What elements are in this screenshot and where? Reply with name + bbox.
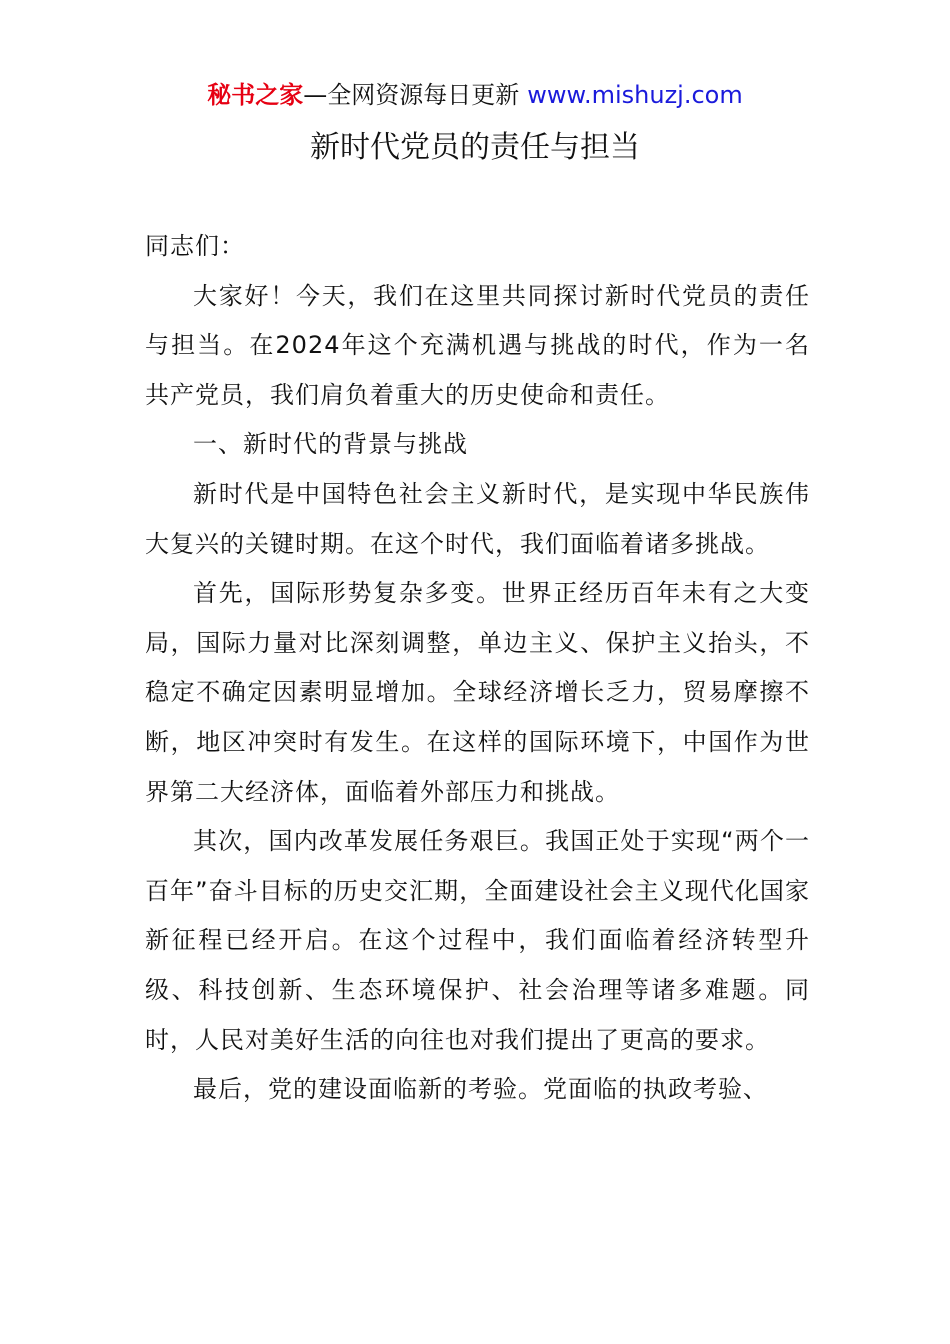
site-name: 秘书之家 xyxy=(207,81,304,109)
salutation: 同志们： xyxy=(145,232,245,260)
section-heading-background: 一、新时代的背景与挑战 xyxy=(193,430,468,459)
site-url-link[interactable]: www.mishuzj.com xyxy=(527,81,743,109)
document-title: 新时代党员的责任与担当 xyxy=(310,130,640,165)
paragraph-greeting: 大家好！今天，我们在这里共同探讨新时代党员的责任与担当。在2024年这个充满机遇与挑战的时代，作为一名共产党员，我们肩负着重大的历史使命和责任。 xyxy=(145,281,810,409)
paragraph-international: 首先，国际形势复杂多变。世界正经历百年未有之大变局，国际力量对比深刻调整，单边主义、保护主义抬头，不稳定不确定因素明显增加。全球经济增长乏力，贸易摩擦不断，地区冲突时有发生。在这样的国际环境下，中国作为世界第二大经济体，面临着外部压力和挑战。 xyxy=(145,579,810,806)
paragraph-party-building: 最后，党的建设面临新的考验。党面临的执政考验、 xyxy=(193,1075,768,1104)
site-header xyxy=(0,78,950,112)
document-body xyxy=(145,222,810,1115)
site-tagline: —全网资源每日更新 xyxy=(303,81,520,109)
paragraph-new-era: 新时代是中国特色社会主义新时代，是实现中华民族伟大复兴的关键时期。在这个时代，我们面临着诸多挑战。 xyxy=(145,479,810,558)
paragraph-domestic: 其次，国内改革发展任务艰巨。我国正处于实现“两个一百年”奋斗目标的历史交汇期，全面建设社会主义现代化国家新征程已经开启。在这个过程中，我们面临着经济转型升级、科技创新、生态环境保护、社会治理等诸多难题。同时，人民对美好生活的向往也对我们提出了更高的要求。 xyxy=(145,827,810,1054)
